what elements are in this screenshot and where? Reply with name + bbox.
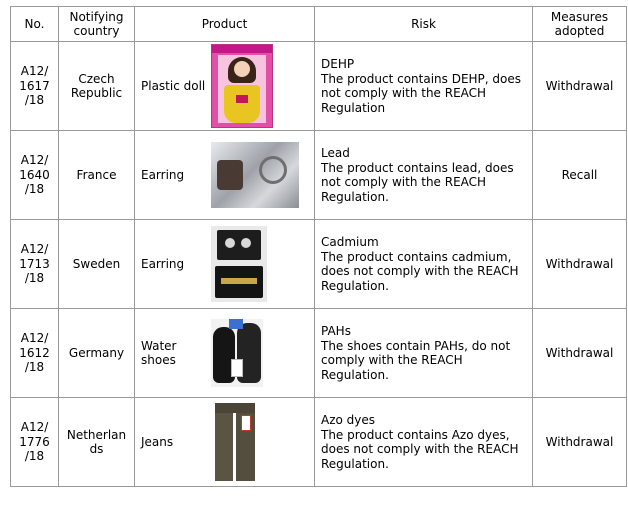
earring-bag-photo xyxy=(211,142,299,208)
risk-text: The product contains cadmium, does not comply with the REACH Regulation. xyxy=(321,249,519,293)
doll-photo xyxy=(211,44,273,128)
risk-title: PAHs xyxy=(321,324,351,338)
risk-title: DEHP xyxy=(321,57,355,71)
header-measures: Measures adopted xyxy=(533,7,627,42)
cell-country: Netherlands xyxy=(59,398,135,487)
cell-no: A12/ 1776 /18 xyxy=(11,398,59,487)
cell-measure: Withdrawal xyxy=(533,42,627,131)
product-name: Earring xyxy=(141,167,185,182)
table-row xyxy=(11,309,627,398)
cell-no: A12/ 1713 /18 xyxy=(11,220,59,309)
cell-product xyxy=(135,42,315,131)
risk-text: The shoes contain PAHs, do not comply with the REACH Regulation. xyxy=(321,338,511,382)
earring-box-photo xyxy=(211,226,267,302)
cell-country: Germany xyxy=(59,309,135,398)
product-name: Earring xyxy=(141,256,185,271)
product-name: Water shoes xyxy=(141,338,177,367)
cell-product xyxy=(135,220,315,309)
cell-risk xyxy=(315,42,533,131)
cell-measure: Withdrawal xyxy=(533,220,627,309)
risk-title: Azo dyes xyxy=(321,413,376,427)
cell-risk xyxy=(315,131,533,220)
cell-measure: Recall xyxy=(533,131,627,220)
risk-text: The product contains lead, does not comply with the REACH Regulation. xyxy=(321,160,514,204)
risk-text: The product contains DEHP, does not comply with the REACH Regulation xyxy=(321,71,522,115)
cell-risk xyxy=(315,309,533,398)
product-name: Plastic doll xyxy=(141,78,206,93)
cell-no: A12/ 1640 /18 xyxy=(11,131,59,220)
alerts-table xyxy=(10,6,627,487)
cell-product xyxy=(135,131,315,220)
cell-risk xyxy=(315,398,533,487)
cell-risk xyxy=(315,220,533,309)
product-name: Jeans xyxy=(141,434,174,449)
cell-measure: Withdrawal xyxy=(533,398,627,487)
water-shoes-photo xyxy=(211,319,263,387)
cell-country: France xyxy=(59,131,135,220)
header-row xyxy=(11,7,627,42)
cell-country: Czech Republic xyxy=(59,42,135,131)
header-no: No. xyxy=(11,7,59,42)
cell-product xyxy=(135,309,315,398)
risk-text: The product contains Azo dyes, does not comply with the REACH Regulation. xyxy=(321,427,519,471)
table-row xyxy=(11,398,627,487)
risk-title: Cadmium xyxy=(321,235,379,249)
header-risk: Risk xyxy=(315,7,533,42)
header-product: Product xyxy=(135,7,315,42)
table-row xyxy=(11,42,627,131)
cell-country: Sweden xyxy=(59,220,135,309)
cell-measure: Withdrawal xyxy=(533,309,627,398)
table-row xyxy=(11,131,627,220)
header-country: Notifying country xyxy=(59,7,135,42)
risk-title: Lead xyxy=(321,146,350,160)
cell-product xyxy=(135,398,315,487)
cell-no: A12/ 1612 /18 xyxy=(11,309,59,398)
cell-no: A12/ 1617 /18 xyxy=(11,42,59,131)
jeans-photo xyxy=(211,401,259,483)
table-row xyxy=(11,220,627,309)
